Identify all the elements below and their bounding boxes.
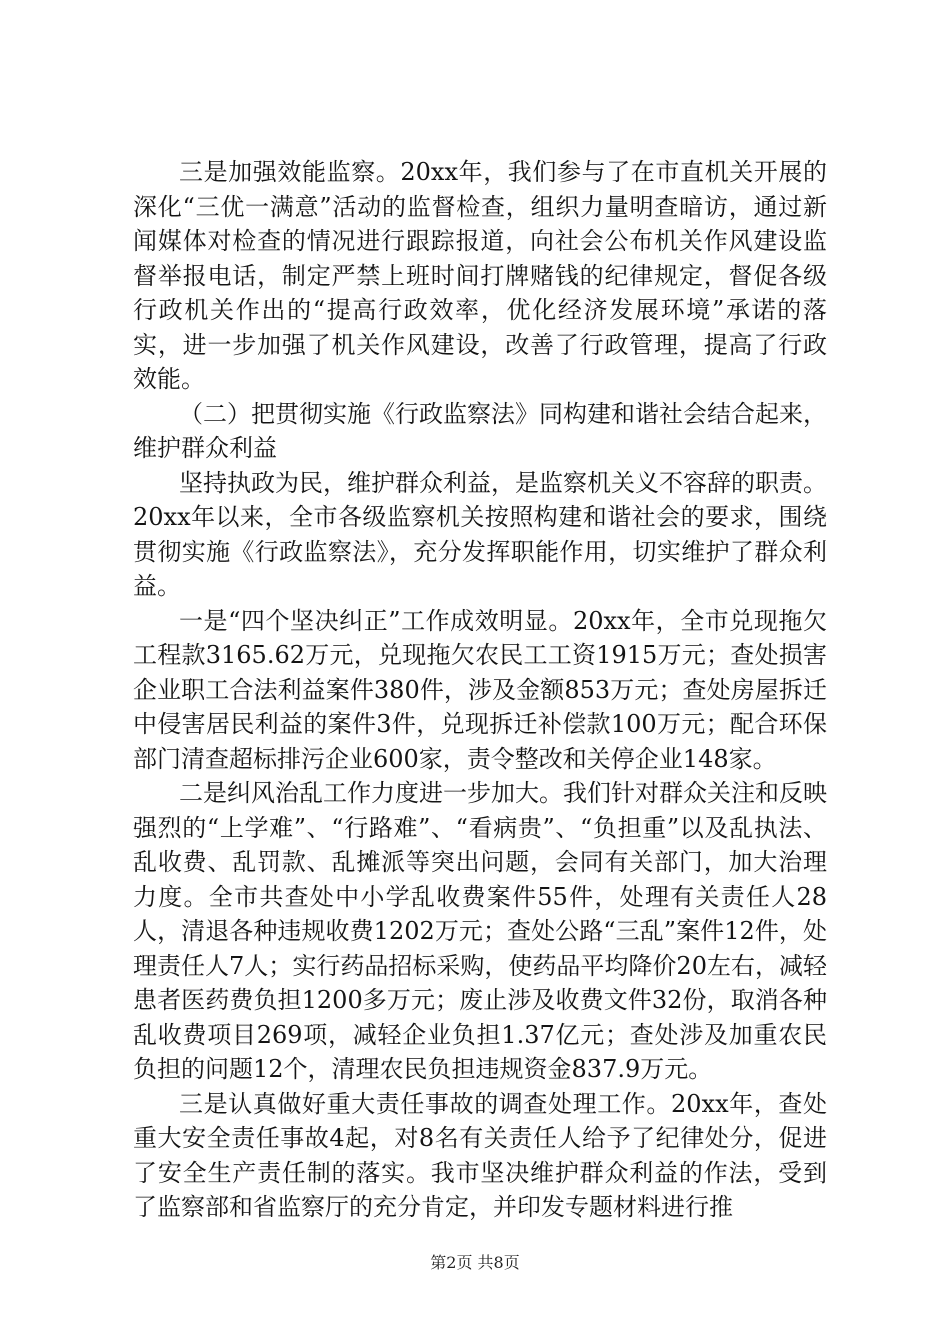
paragraph-efficiency-supervision: 三是加强效能监察。20xx年，我们参与了在市直机关开展的深化“三优一满意”活动的监督检查，组织力量明查暗访，通过新闻媒体对检查的情况进行跟踪报道，向社会公布机关作风建设监督举报电话，制定严禁上班时间打牌赌钱的纪律规定，督促各级行政机关作出的“提高行政效率，优化经济发展环境”承诺的落实，进一步加强了机关作风建设，改善了行政管理，提高了行政效能。 <box>133 158 827 393</box>
paragraph-accident-investigation: 三是认真做好重大责任事故的调查处理工作。20xx年，查处重大安全责任事故4起，对8名有关责任人给予了纪律处分，促进了安全生产责任制的落实。我市坚决维护群众利益的作法，受到了监察部和省监察厅的充分肯定，并印发专题材料进行推 <box>133 1089 827 1221</box>
document-body <box>133 155 827 1225</box>
paragraph-serve-people: 坚持执政为民，维护群众利益，是监察机关义不容辞的职责。20xx年以来，全市各级监察机关按照构建和谐社会的要求，围绕贯彻实施《行政监察法》，充分发挥职能作用，切实维护了群众利益。 <box>133 468 827 600</box>
page-footer: 第2页 共8页 <box>430 1253 520 1272</box>
paragraph-four-corrections: 一是“四个坚决纠正”工作成效明显。20xx年，全市兑现拖欠工程款3165.62万元，兑现拖欠农民工工资1915万元；查处损害企业职工合法利益案件380件，涉及金额853万元；查处房屋拆迁中侵害居民利益的案件3件，兑现拆迁补偿款100万元；配合环保部门清查超标排污企业600家，责令整改和关停企业148家。 <box>133 606 827 773</box>
section-heading-2: （二）把贯彻实施《行政监察法》同构建和谐社会结合起来，维护群众利益 <box>133 399 827 462</box>
paragraph-rectification: 二是纠风治乱工作力度进一步加大。我们针对群众关注和反映强烈的“上学难”、“行路难”、“看病贵”、“负担重”以及乱执法、乱收费、乱罚款、乱摊派等突出问题，会同有关部门，加大治理力度。全市共查处中小学乱收费案件55件，处理有关责任人28人，清退各种违规收费1202万元；查处公路“三乱”案件12件，处理责任人7人；实行药品招标采购，使药品平均降价20左右，减轻患者医药费负担1200多万元；废止涉及收费文件32份，取消各种乱收费项目269项，减轻企业负担1.37亿元；查处涉及加重农民负担的问题12个，清理农民负担违规资金837.9万元。 <box>133 779 827 1083</box>
